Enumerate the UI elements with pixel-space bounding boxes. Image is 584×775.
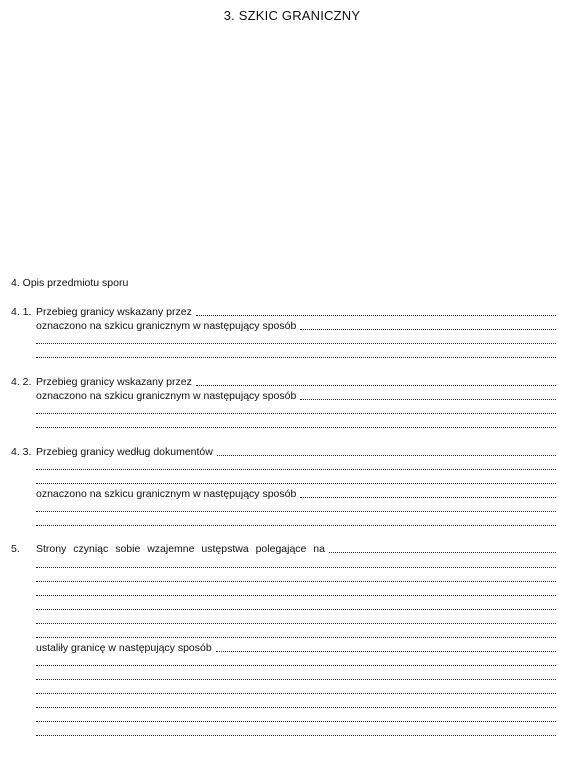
section-5-line-12 — [36, 698, 556, 710]
fill-in-field[interactable] — [36, 665, 556, 666]
fill-in-field[interactable] — [36, 357, 556, 358]
fill-in-field[interactable] — [36, 511, 556, 512]
section-5-line-6 — [36, 614, 556, 626]
item-4-1-line-3 — [36, 334, 556, 346]
fill-in-field[interactable] — [329, 552, 556, 553]
item-4-2-line-2 — [36, 390, 556, 402]
fill-in-field[interactable] — [36, 525, 556, 526]
fill-in-field[interactable] — [36, 483, 556, 484]
section-5-line-4 — [36, 586, 556, 598]
item-4-3-line-1 — [36, 446, 556, 458]
item-4-1-number: 4. 1. — [11, 306, 32, 318]
section-5-line-13 — [36, 712, 556, 724]
fill-in-field[interactable] — [36, 637, 556, 638]
fill-in-field[interactable] — [36, 413, 556, 414]
item-4-3-label: Przebieg granicy według dokumentów — [36, 446, 213, 458]
fill-in-field[interactable] — [36, 469, 556, 470]
fill-in-field[interactable] — [300, 329, 556, 330]
fill-in-field[interactable] — [36, 609, 556, 610]
section-5-line-2 — [36, 558, 556, 570]
item-4-2-number: 4. 2. — [11, 376, 32, 388]
item-4-2-line-1 — [36, 376, 556, 388]
section-5-line-5 — [36, 600, 556, 612]
fill-in-field[interactable] — [300, 399, 556, 400]
section-5-line-11 — [36, 684, 556, 696]
fill-in-field[interactable] — [36, 623, 556, 624]
item-4-3-line-5 — [36, 502, 556, 514]
item-4-1-sketch-label: oznaczono na szkicu granicznym w następujący sposób — [36, 320, 297, 332]
fill-in-field[interactable] — [217, 455, 556, 456]
item-4-2-label: Przebieg granicy wskazany przez — [36, 376, 192, 388]
item-4-3-line-4 — [36, 488, 556, 500]
item-4-2-line-3 — [36, 404, 556, 416]
item-4-2-line-4 — [36, 418, 556, 430]
fill-in-field[interactable] — [196, 385, 556, 386]
item-4-3-line-6 — [36, 516, 556, 528]
fill-in-field[interactable] — [36, 707, 556, 708]
item-4-1-label: Przebieg granicy wskazany przez — [36, 306, 192, 318]
fill-in-field[interactable] — [36, 427, 556, 428]
item-4-2-sketch-label: oznaczono na szkicu granicznym w następujący sposób — [36, 390, 297, 402]
section-5-line-7 — [36, 628, 556, 640]
section-5-boundary-label: ustaliły granicę w następujący sposób — [36, 642, 212, 654]
fill-in-field[interactable] — [300, 497, 556, 498]
section-5-line-10 — [36, 670, 556, 682]
section-5-line-1 — [36, 543, 556, 555]
section-5-line-3 — [36, 572, 556, 584]
item-4-3-sketch-label: oznaczono na szkicu granicznym w następujący sposób — [36, 488, 297, 500]
fill-in-field[interactable] — [216, 651, 556, 652]
fill-in-field[interactable] — [36, 343, 556, 344]
section-4-heading: 4. Opis przedmiotu sporu — [11, 277, 129, 289]
item-4-3-line-2 — [36, 460, 556, 472]
fill-in-field[interactable] — [36, 581, 556, 582]
fill-in-field[interactable] — [196, 315, 556, 316]
fill-in-field[interactable] — [36, 693, 556, 694]
section-5-line-14 — [36, 726, 556, 738]
item-4-1-line-2 — [36, 320, 556, 332]
section-5-line-9 — [36, 656, 556, 668]
page-title: 3. SZKIC GRANICZNY — [223, 8, 361, 23]
fill-in-field[interactable] — [36, 679, 556, 680]
item-4-1-line-1 — [36, 306, 556, 318]
fill-in-field[interactable] — [36, 735, 556, 736]
section-5-number: 5. — [11, 543, 20, 555]
fill-in-field[interactable] — [36, 721, 556, 722]
item-4-3-number: 4. 3. — [11, 446, 32, 458]
fill-in-field[interactable] — [36, 567, 556, 568]
fill-in-field[interactable] — [36, 595, 556, 596]
item-4-3-line-3 — [36, 474, 556, 486]
section-5-line-8 — [36, 642, 556, 654]
section-5-label: Strony czyniąc sobie wzajemne ustępstwa polegające na — [36, 543, 325, 555]
item-4-1-line-4 — [36, 348, 556, 360]
